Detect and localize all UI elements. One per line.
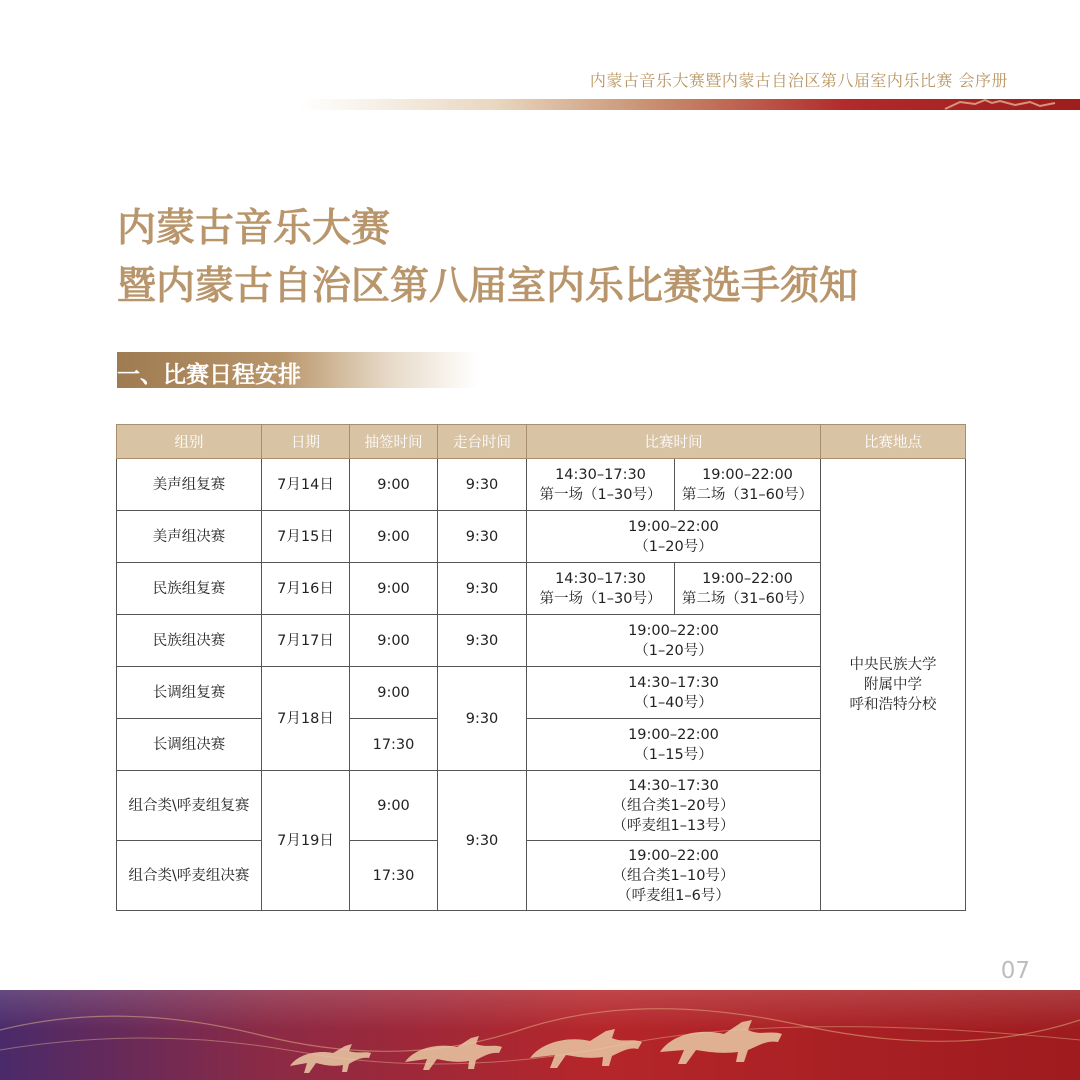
- date-cell: 7月19日: [262, 771, 350, 911]
- column-header-date: 日期: [262, 425, 350, 459]
- date-cell: 7月16日: [262, 563, 350, 615]
- group-cell: 民族组复赛: [117, 563, 262, 615]
- group-cell: 美声组复赛: [117, 459, 262, 511]
- draw-time-cell: 9:00: [350, 667, 438, 719]
- draw-time-cell: 17:30: [350, 841, 438, 911]
- page-title: [117, 200, 858, 316]
- page-number: 07: [1000, 958, 1030, 984]
- match-time-cell: 19:00–22:00 （1–15号）: [527, 719, 821, 771]
- group-cell: 长调组决赛: [117, 719, 262, 771]
- schedule-table: [116, 424, 966, 911]
- date-cell: 7月18日: [262, 667, 350, 771]
- horse-silhouette-icon: [940, 97, 1060, 111]
- date-cell: 7月15日: [262, 511, 350, 563]
- draw-time-cell: 9:00: [350, 771, 438, 841]
- table-row: [117, 459, 966, 511]
- group-cell: 组合类\呼麦组决赛: [117, 841, 262, 911]
- running-header: 内蒙古音乐大赛暨内蒙古自治区第八届室内乐比赛 会序册: [589, 71, 1008, 90]
- bottom-decor-band: [0, 990, 1080, 1080]
- draw-time-cell: 9:00: [350, 615, 438, 667]
- match-time-cell: 14:30–17:30 （组合类1–20号） （呼麦组1–13号）: [527, 771, 821, 841]
- rehearsal-time-cell: 9:30: [438, 511, 527, 563]
- session-2-cell: 19:00–22:00 第二场（31–60号）: [675, 459, 821, 511]
- group-cell: 组合类\呼麦组复赛: [117, 771, 262, 841]
- match-time-cell: 19:00–22:00 （1–20号）: [527, 511, 821, 563]
- draw-time-cell: 9:00: [350, 459, 438, 511]
- date-cell: 7月14日: [262, 459, 350, 511]
- venue-cell: 中央民族大学 附属中学 呼和浩特分校: [821, 459, 966, 911]
- rehearsal-time-cell: 9:30: [438, 615, 527, 667]
- column-header-venue: 比赛地点: [821, 425, 966, 459]
- column-header-rehearsal-time: 走台时间: [438, 425, 527, 459]
- group-cell: 长调组复赛: [117, 667, 262, 719]
- draw-time-cell: 9:00: [350, 511, 438, 563]
- section-heading-text: 一、比赛日程安排: [117, 362, 301, 388]
- page-title-line-1: 内蒙古音乐大赛: [117, 206, 391, 251]
- rehearsal-time-cell: 9:30: [438, 771, 527, 911]
- draw-time-cell: 9:00: [350, 563, 438, 615]
- column-header-match-time: 比赛时间: [527, 425, 821, 459]
- match-time-cell: 14:30–17:30 （1–40号）: [527, 667, 821, 719]
- section-heading: [117, 352, 477, 388]
- group-cell: 美声组决赛: [117, 511, 262, 563]
- column-header-group: 组别: [117, 425, 262, 459]
- page-title-line-2: 暨内蒙古自治区第八届室内乐比赛选手须知: [117, 264, 859, 309]
- table-header-row: [117, 425, 966, 459]
- date-cell: 7月17日: [262, 615, 350, 667]
- match-time-cell: 19:00–22:00 （1–20号）: [527, 615, 821, 667]
- rehearsal-time-cell: 9:30: [438, 667, 527, 771]
- session-1-cell: 14:30–17:30 第一场（1–30号）: [527, 563, 675, 615]
- match-time-cell: 19:00–22:00 （组合类1–10号） （呼麦组1–6号）: [527, 841, 821, 911]
- group-cell: 民族组决赛: [117, 615, 262, 667]
- session-2-cell: 19:00–22:00 第二场（31–60号）: [675, 563, 821, 615]
- rehearsal-time-cell: 9:30: [438, 459, 527, 511]
- session-1-cell: 14:30–17:30 第一场（1–30号）: [527, 459, 675, 511]
- column-header-draw-time: 抽签时间: [350, 425, 438, 459]
- draw-time-cell: 17:30: [350, 719, 438, 771]
- rehearsal-time-cell: 9:30: [438, 563, 527, 615]
